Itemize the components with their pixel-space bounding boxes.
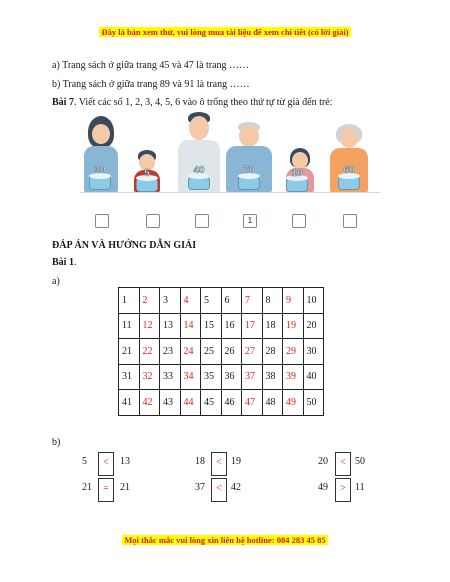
table-row: [119, 339, 324, 365]
cake-2-number: 5: [144, 168, 150, 179]
table-edge: [80, 192, 380, 193]
cake-6-number: 60: [343, 165, 355, 176]
comparison-6-sign: >: [335, 478, 351, 502]
comparison-4-left: 21: [82, 482, 92, 493]
comparison-5-left: 37: [195, 482, 205, 493]
comparison-6-right: 11: [355, 482, 365, 493]
table-cell: 17: [242, 313, 263, 339]
exercise-7-label: Bài 7: [52, 97, 74, 108]
comparison-1-left: 5: [82, 456, 87, 467]
table-cell: 24: [180, 339, 201, 365]
table-cell: 4: [180, 288, 201, 314]
preview-banner-text: Đây là bản xem thử, vui lòng mua tài liệu để xem chi tiết (có lời giải): [101, 27, 349, 37]
table-cell: 20: [303, 313, 324, 339]
table-cell: 15: [201, 313, 222, 339]
table-cell: 26: [221, 339, 242, 365]
table-cell: 36: [221, 364, 242, 390]
table-cell: 19: [283, 313, 304, 339]
table-cell: 31: [119, 364, 140, 390]
table-cell: 23: [160, 339, 181, 365]
table-row: [119, 364, 324, 390]
part-a-label: a): [52, 276, 60, 287]
order-box-3[interactable]: [195, 214, 209, 228]
comparison-4-sign: =: [98, 478, 114, 502]
table-cell: 11: [119, 313, 140, 339]
order-box-2[interactable]: [146, 214, 160, 228]
exercise-7: [52, 97, 332, 108]
table-cell: 6: [221, 288, 242, 314]
comparison-1-sign: <: [98, 452, 114, 476]
table-cell: 13: [160, 313, 181, 339]
comparison-6-left: 49: [318, 482, 328, 493]
cake-5-number: 10: [291, 168, 303, 179]
table-cell: 25: [201, 339, 222, 365]
comparison-5-sign: <: [211, 478, 227, 502]
order-boxes: [0, 214, 450, 230]
number-table: [118, 287, 324, 416]
comparison-3-left: 20: [318, 456, 328, 467]
order-box-6[interactable]: [343, 214, 357, 228]
exercise-1: [52, 257, 76, 268]
table-cell: 22: [139, 339, 160, 365]
table-cell: 27: [242, 339, 263, 365]
table-cell: 14: [180, 313, 201, 339]
answer-heading: ĐÁP ÁN VÀ HƯỚNG DẪN GIẢI: [52, 240, 197, 251]
question-a: a) Trang sách ở giữa trang 45 và 47 là trang ……: [52, 60, 250, 71]
family-illustration: [80, 110, 380, 206]
comparison-2-left: 18: [195, 456, 205, 467]
table-cell: 42: [139, 390, 160, 416]
question-b: b) Trang sách ở giữa trang 89 và 91 là trang ……: [52, 79, 250, 90]
order-box-5[interactable]: [292, 214, 306, 228]
table-cell: 1: [119, 288, 140, 314]
cake-3-number: 40: [193, 165, 205, 176]
table-cell: 9: [283, 288, 304, 314]
comparison-2-sign: <: [211, 452, 227, 476]
table-cell: 45: [201, 390, 222, 416]
table-cell: 18: [262, 313, 283, 339]
table-cell: 21: [119, 339, 140, 365]
table-cell: 48: [262, 390, 283, 416]
comparison-1-right: 13: [120, 456, 130, 467]
table-cell: 28: [262, 339, 283, 365]
cake-4-number: 70: [243, 165, 255, 176]
table-cell: 2: [139, 288, 160, 314]
table-cell: 34: [180, 364, 201, 390]
table-cell: 44: [180, 390, 201, 416]
table-cell: 7: [242, 288, 263, 314]
table-cell: 30: [303, 339, 324, 365]
hotline-banner-text: Mọi thắc mắc vui lòng xin liên hệ hotline: 084 283 45 85: [124, 535, 326, 545]
table-cell: 12: [139, 313, 160, 339]
comparison-3-right: 50: [355, 456, 365, 467]
table-cell: 37: [242, 364, 263, 390]
table-cell: 38: [262, 364, 283, 390]
table-cell: 10: [303, 288, 324, 314]
table-row: [119, 288, 324, 314]
hotline-banner: [0, 535, 450, 545]
table-cell: 32: [139, 364, 160, 390]
table-cell: 16: [221, 313, 242, 339]
table-cell: 33: [160, 364, 181, 390]
table-row: [119, 390, 324, 416]
table-cell: 43: [160, 390, 181, 416]
exercise-1-dot: .: [73, 257, 77, 268]
table-cell: 29: [283, 339, 304, 365]
table-cell: 46: [221, 390, 242, 416]
preview-banner: [0, 27, 450, 37]
order-box-4[interactable]: 1: [243, 214, 257, 228]
table-cell: 47: [242, 390, 263, 416]
table-cell: 35: [201, 364, 222, 390]
exercise-1-label: Bài 1: [52, 257, 74, 268]
comparison-4-right: 21: [120, 482, 130, 493]
comparison-3-sign: <: [335, 452, 351, 476]
table-cell: 5: [201, 288, 222, 314]
part-b-label: b): [52, 437, 61, 448]
table-cell: 49: [283, 390, 304, 416]
table-cell: 8: [262, 288, 283, 314]
table-cell: 40: [303, 364, 324, 390]
cake-1-number: 30: [94, 165, 106, 176]
table-row: [119, 313, 324, 339]
order-box-1[interactable]: [95, 214, 109, 228]
comparison-2-right: 19: [231, 456, 241, 467]
exercise-7-text: . Viết các số 1, 2, 3, 4, 5, 6 vào ô trống theo thứ tự từ già đến trẻ:: [73, 97, 333, 108]
table-cell: 39: [283, 364, 304, 390]
comparison-5-right: 42: [231, 482, 241, 493]
table-cell: 3: [160, 288, 181, 314]
table-cell: 50: [303, 390, 324, 416]
table-cell: 41: [119, 390, 140, 416]
